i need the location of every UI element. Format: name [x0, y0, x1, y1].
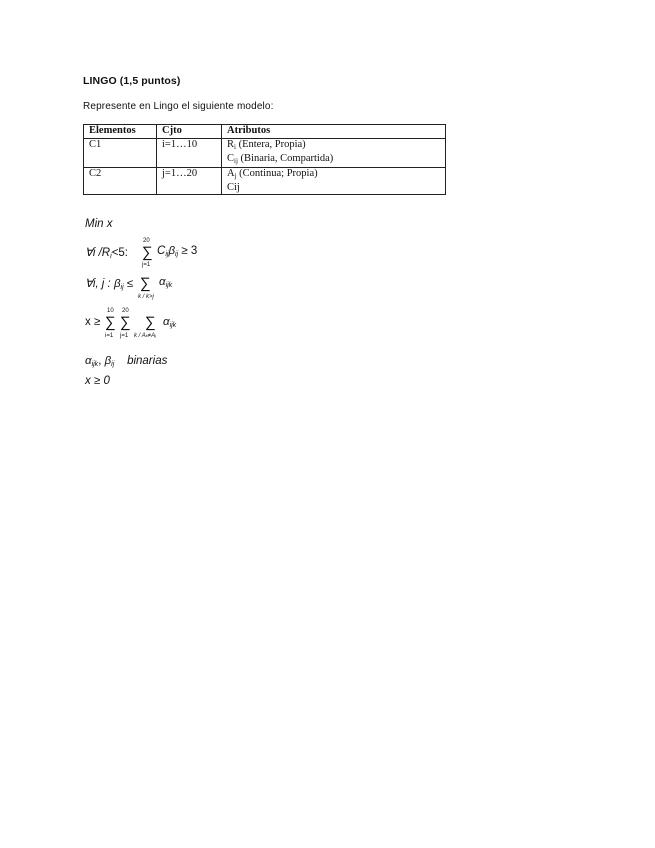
- constraint-3: [85, 306, 305, 342]
- table-row: [84, 139, 446, 168]
- subscript: ij: [175, 251, 179, 258]
- sum-upper-limit: 20: [143, 238, 150, 244]
- sets-table: [83, 124, 446, 195]
- summation-symbol: ∑: [120, 314, 131, 331]
- attr-subscript: j: [234, 172, 237, 180]
- constraint-lhs: x ≥: [85, 316, 101, 328]
- term: β: [168, 245, 176, 257]
- sum-lower-limit: k / Ak≠Aj: [134, 333, 156, 339]
- variable-alpha: α: [85, 355, 92, 367]
- term: α: [163, 316, 170, 328]
- cell-cjto: i=1…10: [157, 139, 222, 168]
- cell-atributos: [222, 139, 446, 168]
- summation-symbol: ∑: [142, 244, 153, 261]
- subscript: ij: [165, 251, 169, 258]
- term: C: [157, 245, 166, 257]
- relation: ≤: [126, 278, 134, 290]
- header-cjto: Cjto: [157, 125, 222, 139]
- constraint-2: [85, 274, 285, 304]
- sum-lower-limit: j=1: [142, 262, 151, 268]
- cell-elemento: C2: [84, 168, 157, 195]
- binary-constraint: $\alpha_{ijk}$, $\beta_{ij}$ binarias: [85, 355, 168, 368]
- nonnegativity-constraint: x ≥ 0: [85, 375, 110, 387]
- attr-name: R: [227, 139, 235, 150]
- cell-atributos: [222, 168, 446, 195]
- table-header-row: [84, 125, 446, 139]
- summation-symbol: ∑: [140, 275, 151, 292]
- cell-cjto: j=1…20: [157, 168, 222, 195]
- subscript: ijk: [169, 322, 177, 329]
- objective-function: Min x: [85, 218, 113, 230]
- attr-subscript: ij: [234, 157, 238, 165]
- sum-upper-limit: 10: [107, 308, 114, 314]
- binary-label: binarias: [127, 355, 168, 367]
- sum-lower-limit: k / k>j: [138, 294, 154, 300]
- subscript: ij: [120, 284, 124, 291]
- attr-name: Cij: [227, 182, 240, 193]
- term: α: [159, 276, 166, 288]
- cell-elemento: C1: [84, 139, 157, 168]
- variable-beta: β: [104, 355, 112, 367]
- subscript: ijk: [91, 361, 99, 368]
- attr-name: C: [227, 153, 235, 164]
- attr-type: (Entera, Propia): [235, 139, 306, 150]
- instruction-text: Represente en Lingo el siguiente modelo:: [83, 101, 274, 112]
- sum-lower-limit: i=1: [105, 333, 114, 339]
- attr-subscript: i: [234, 143, 236, 151]
- rhs: ≥ 3: [181, 245, 198, 257]
- subscript: ijk: [165, 282, 173, 289]
- section-heading: LINGO (1,5 puntos): [83, 75, 181, 87]
- subscript: ij: [111, 361, 115, 368]
- condition: <5:: [111, 247, 128, 259]
- table-row: [84, 168, 446, 195]
- header-atributos: Atributos: [222, 125, 446, 139]
- attr-name: A: [227, 168, 235, 179]
- summation-symbol: ∑: [145, 314, 156, 331]
- attr-type: (Continua; Propia): [236, 168, 318, 179]
- constraint-1: [85, 236, 285, 270]
- attr-type: (Binaria, Compartida): [237, 153, 334, 164]
- subscript: i: [110, 253, 112, 260]
- summation-symbol: ∑: [105, 314, 116, 331]
- sum-lower-limit: j=1: [120, 333, 129, 339]
- sum-upper-limit: 20: [122, 308, 129, 314]
- constraint-prefix: ∀i, j : β: [85, 278, 121, 290]
- constraint-prefix: ∀i /R: [85, 247, 111, 259]
- header-elementos: Elementos: [84, 125, 157, 139]
